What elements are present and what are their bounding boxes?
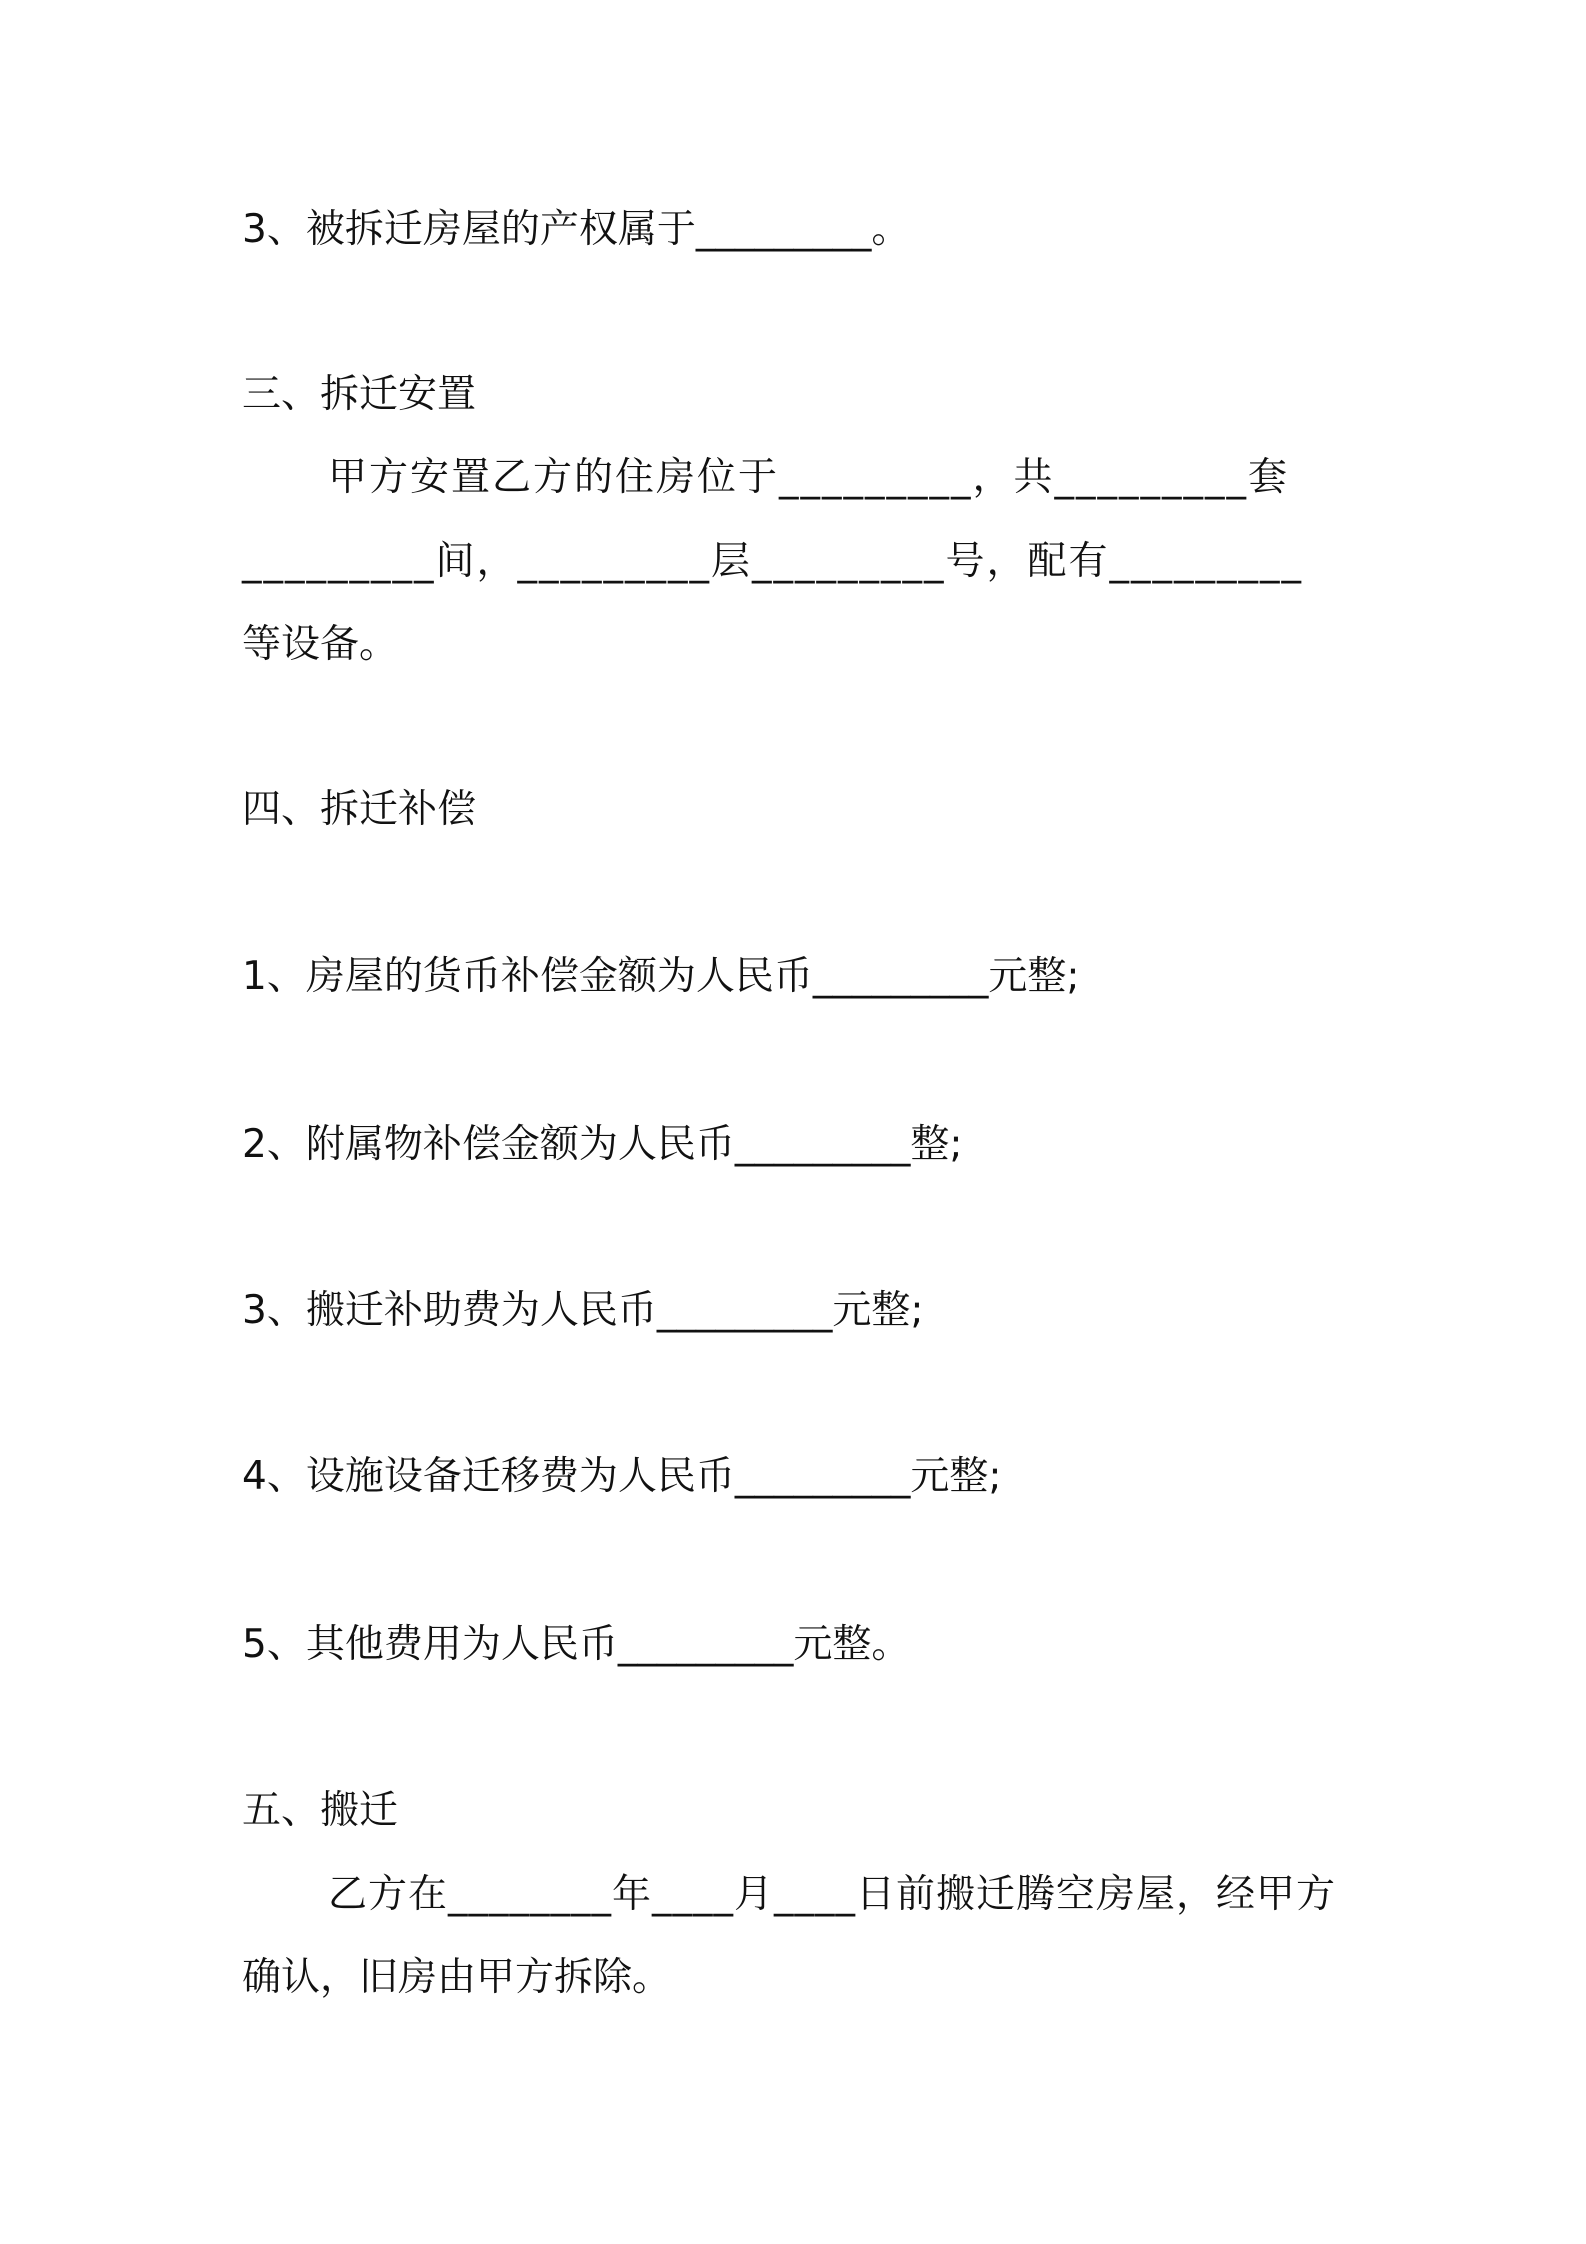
compensation-item-4: 4、设施设备迁移费为人民币_________元整;	[242, 1454, 1002, 1499]
placement-paragraph-line-1: 甲方安置乙方的住房位于_________，共_________套	[328, 455, 1290, 500]
section-heading-relocation: 五、搬迁	[242, 1788, 399, 1833]
relocation-paragraph-line-2: 确认，旧房由甲方拆除。	[242, 1955, 672, 2000]
compensation-item-2: 2、附属物补偿金额为人民币_________整;	[242, 1122, 963, 1167]
section-heading-relocation-placement: 三、拆迁安置	[242, 372, 477, 417]
clause-3-property-rights: 3、被拆迁房屋的产权属于_________。	[242, 207, 911, 252]
compensation-item-1: 1、房屋的货币补偿金额为人民币_________元整;	[242, 954, 1080, 999]
compensation-item-5: 5、其他费用为人民币_________元整。	[242, 1622, 911, 1667]
section-heading-compensation: 四、拆迁补偿	[242, 787, 477, 832]
placement-paragraph-line-3: 等设备。	[242, 622, 399, 667]
relocation-paragraph-line-1: 乙方在________年____月____日前搬迁腾空房屋，经甲方	[328, 1872, 1337, 1917]
compensation-item-3: 3、搬迁补助费为人民币_________元整;	[242, 1288, 924, 1333]
placement-paragraph-line-2: _________间，_________层_________号，配有_________	[242, 539, 1304, 584]
